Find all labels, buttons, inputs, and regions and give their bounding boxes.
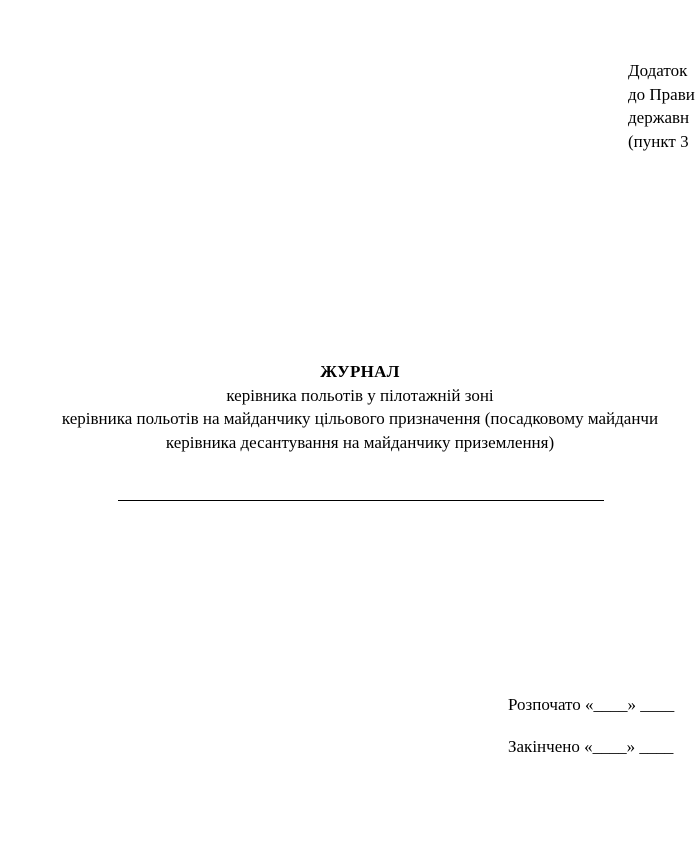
annex-line-3: державн — [628, 108, 690, 127]
blank-fill-line — [118, 500, 604, 501]
date-finished: Закінчено «____» ____ — [508, 737, 674, 756]
journal-subtitle-line-1: керівника польотів у пілотажній зоні — [226, 385, 494, 405]
journal-subtitle-line-3: керівника десантування на майданчику приземлення) — [165, 432, 555, 452]
annex-line-4: (пункт 3 — [628, 131, 689, 151]
annex-line-2: до Прави — [628, 84, 695, 104]
date-started: Розпочато «____» ____ — [508, 695, 675, 714]
dates-block — [508, 693, 674, 758]
journal-subtitle-line-2: керівника польотів на майданчику цільового призначення (посадковому майданчи — [61, 409, 659, 428]
annex-note — [628, 59, 700, 153]
journal-heading — [0, 360, 700, 454]
journal-title: ЖУРНАЛ — [320, 362, 400, 381]
annex-line-1: Додаток — [628, 61, 688, 80]
